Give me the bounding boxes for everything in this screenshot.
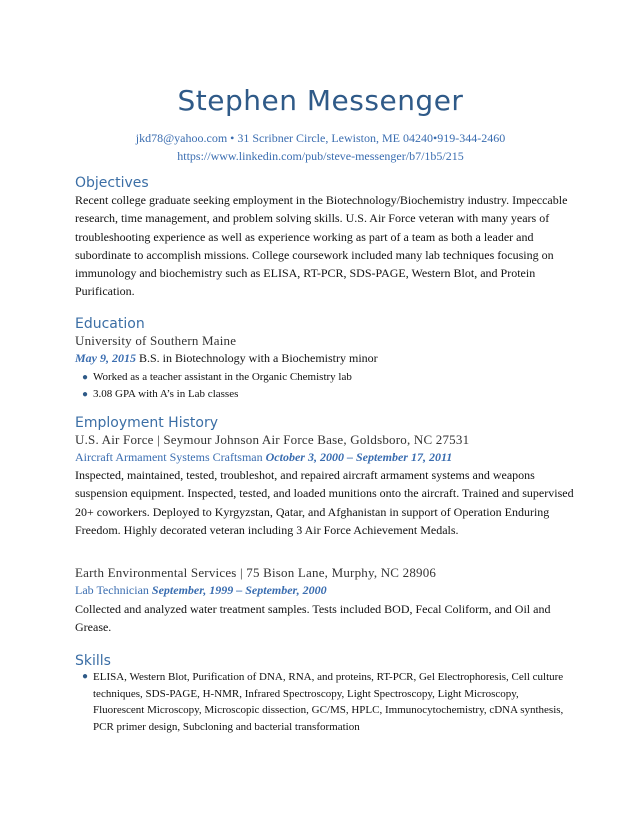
list-item: ● 3.08 GPA with A’s in Lab classes — [75, 386, 352, 403]
objectives-heading: Objectives — [75, 175, 149, 191]
graduation-date: May 9, 2015 — [75, 351, 136, 365]
skills-list — [75, 669, 570, 735]
list-item: ● Worked as a teacher assistant in the Organic Chemistry lab — [75, 369, 352, 386]
employer-2: Earth Environmental Services | 75 Bison Lane, Murphy, NC 28906 — [75, 565, 437, 580]
degree: B.S. in Biotechnology with a Biochemistry minor — [139, 351, 378, 365]
education-line — [75, 351, 378, 366]
resume-name: Stephen Messenger — [177, 84, 464, 117]
bullet-icon: ● — [82, 389, 89, 400]
job-1-dates: October 3, 2000 – September 17, 2011 — [265, 450, 453, 464]
employer-1: U.S. Air Force | Seymour Johnson Air Force Base, Goldsboro, NC 27531 — [75, 432, 470, 447]
contact-info: jkd78@yahoo.com • 31 Scribner Circle, Lewiston, ME 04240•919-344-2460 — [135, 131, 506, 145]
school-name: University of Southern Maine — [75, 333, 237, 348]
list-item: ● ELISA, Western Blot, Purification of DNA, RNA, and proteins, RT-PCR, Gel Electrophoresis, Cell culture techniques, SDS-PAGE, H-NMR, Infrared Spectroscopy, Light Spectroscopy, Light Microscopy, Fluorescent Microscopy, Microscopic dissection, GC/MS, HPLC, Immunocytochemistry, cDNA synthesis, PCR primer design, Subcloning and bacterial transformation — [82, 671, 564, 733]
education-heading: Education — [75, 316, 145, 332]
education-bullets — [75, 369, 352, 403]
bullet-icon: ● — [82, 372, 89, 383]
objectives-text: Recent college graduate seeking employment in the Biotechnology/Biochemistry industry. Impeccable research, time management, and problem solving skills. U.S. Air Force veteran with many years of troubleshooting experience as well as experience working as part of a team as both a leader and subordinate to accomplish missions. College coursework included many lab techniques focusing on immunology and biochemistry such as ELISA, RT-PCR, SDS-PAGE, Western Blot, and Protein Purification. — [75, 193, 568, 299]
linkedin-url[interactable]: https://www.linkedin.com/pub/steve-messenger/b7/1b5/215 — [177, 149, 464, 163]
job-2-title-line — [75, 583, 327, 598]
job-2-title: Lab Technician — [75, 583, 149, 597]
job-1-title-line — [75, 450, 452, 465]
job-2-description: Collected and analyzed water treatment samples. Tests included BOD, Fecal Coliform, and Oil and Grease. — [75, 602, 551, 635]
employment-heading: Employment History — [75, 415, 218, 431]
job-1-title: Aircraft Armament Systems Craftsman — [75, 450, 263, 464]
bullet-icon: ● — [82, 671, 89, 682]
job-1-description: Inspected, maintained, tested, troubleshot, and repaired aircraft armament systems and weapons suspension equipment. Inspected, tested, and loaded munitions onto the aircraft. Trained and supervised 20+ coworkers. Deployed to Kyrgyzstan, Qatar, and Afghanistan in support of Operation Enduring Freedom. Highly decorated veteran including 3 Air Force Achievement Medals. — [75, 468, 574, 537]
job-2-dates: September, 1999 – September, 2000 — [151, 583, 327, 597]
skills-heading: Skills — [75, 653, 111, 669]
